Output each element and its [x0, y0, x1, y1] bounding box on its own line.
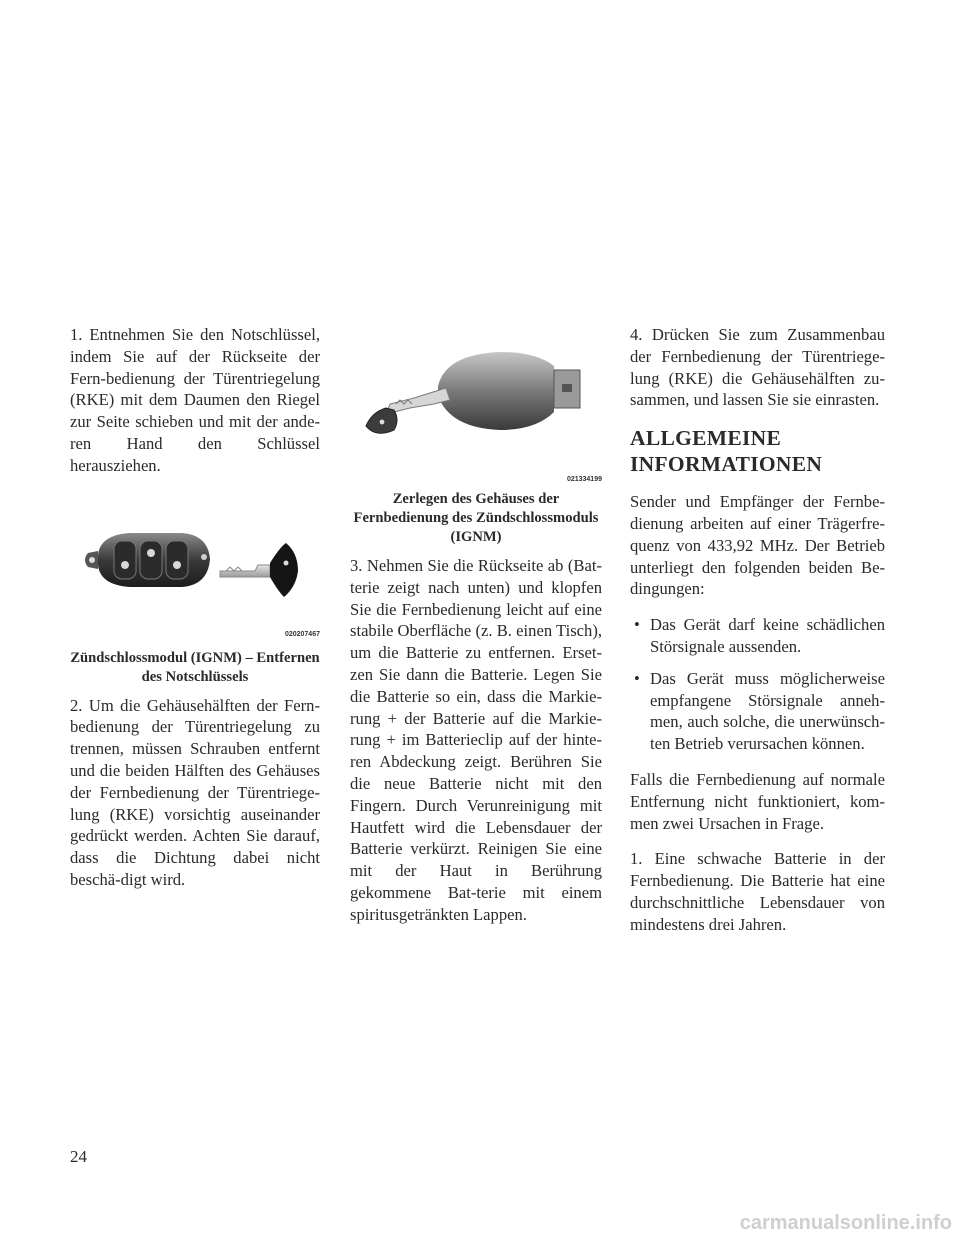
column-left — [70, 324, 320, 905]
troubleshooting-intro: Falls die Fernbedienung auf normale Entfernung nicht funktioniert, kom-men zwei Ursachen in Frage. — [630, 769, 885, 833]
instruction-step-2: 2. Um die Gehäusehälften der Fern-bedienung der Türentriegelung zu trennen, müssen Schrauben entfernt und die beiden Hälften des Gehäuses der Fernbedienung der Türentriege-lung (RKE) vorsichtig auseinander gedrückt werden. Achten Sie darauf, dass die Dichtung dabei nicht beschä-digt wird. — [70, 695, 320, 889]
fob-disassembly-illustration — [350, 346, 602, 486]
figure-caption: Zündschlossmodul (IGNM) – Entfernen des Notschlüssels — [70, 649, 320, 685]
figure-caption: Zerlegen des Gehäuses der Fernbedienung des Zündschlossmoduls (IGNM) — [353, 491, 599, 545]
list-item: • Das Gerät darf keine schädlichen Störsignale aussenden. — [630, 614, 885, 658]
instruction-step-1: 1. Entnehmen Sie den Notschlüssel, indem Sie auf der Rückseite der Fern-bedienung der Türentriegelung (RKE) mit dem Daumen den Riegel zur Seite schieben und mit der ande-ren Hand den Schlüssel herausziehen. — [70, 325, 320, 475]
section-heading-line2: INFORMATIONEN — [630, 452, 823, 477]
section-heading — [630, 425, 885, 477]
column-right — [630, 324, 885, 950]
section-heading-line1: ALLGEMEINE — [630, 426, 782, 451]
figure-fob-disassembly — [350, 346, 602, 490]
conditions-list — [630, 614, 885, 755]
figure-number: 020207467 — [284, 630, 320, 638]
figure-key-fob — [70, 513, 320, 649]
watermark: carmanualsonline.info — [739, 1212, 952, 1234]
troubleshooting-cause-1: 1. Eine schwache Batterie in der Fernbedienung. Die Batterie hat eine durchschnittliche Lebensdauer von mindestens drei Jahren. — [630, 849, 885, 934]
key-fob-illustration — [70, 513, 320, 633]
page-number: 24 — [70, 1147, 87, 1166]
list-item: • Das Gerät muss möglicherweise empfangene Störsignale anneh-men, auch solche, die unerwünsch-ten Betrieb verursachen können. — [630, 668, 885, 755]
instruction-step-3: 3. Nehmen Sie die Rückseite ab (Bat-terie zeigt nach unten) und klopfen Sie die Fernbedienung leicht auf eine stabile Oberfläche (z. B. einen Tisch), um die Batterie zu entfernen. Erset-zen Sie dann die Batterie. Legen Sie die Batterie so ein, dass die Markie-rung + der Batterie auf die Markie-rung + im Batterieclip auf der hinte-ren Abdeckung zeigt. Berühren Sie die neue Batterie nicht mit den Fingern. Durch Verunreinigung mit Hautfett wird die Lebensdauer der Batterie verkürzt. Reinigen Sie eine mit der Haut in Berührung gekommene Bat-terie mit einem spiritusgetränkten Lappen. — [350, 556, 602, 924]
section-intro: Sender und Empfänger der Fernbe-dienung arbeiten auf einer Trägerfre-quenz von 433,92 MHz. Der Betrieb unterliegt den folgenden beiden Be-dingungen: — [630, 492, 885, 599]
column-middle — [350, 30, 602, 940]
figure-number: 021334199 — [566, 476, 602, 483]
instruction-step-4: 4. Drücken Sie zum Zusammenbau der Fernbedienung der Türentriege-lung (RKE) die Gehäusehälften zu-sammen, und lassen Sie sie einrasten. — [630, 325, 885, 410]
